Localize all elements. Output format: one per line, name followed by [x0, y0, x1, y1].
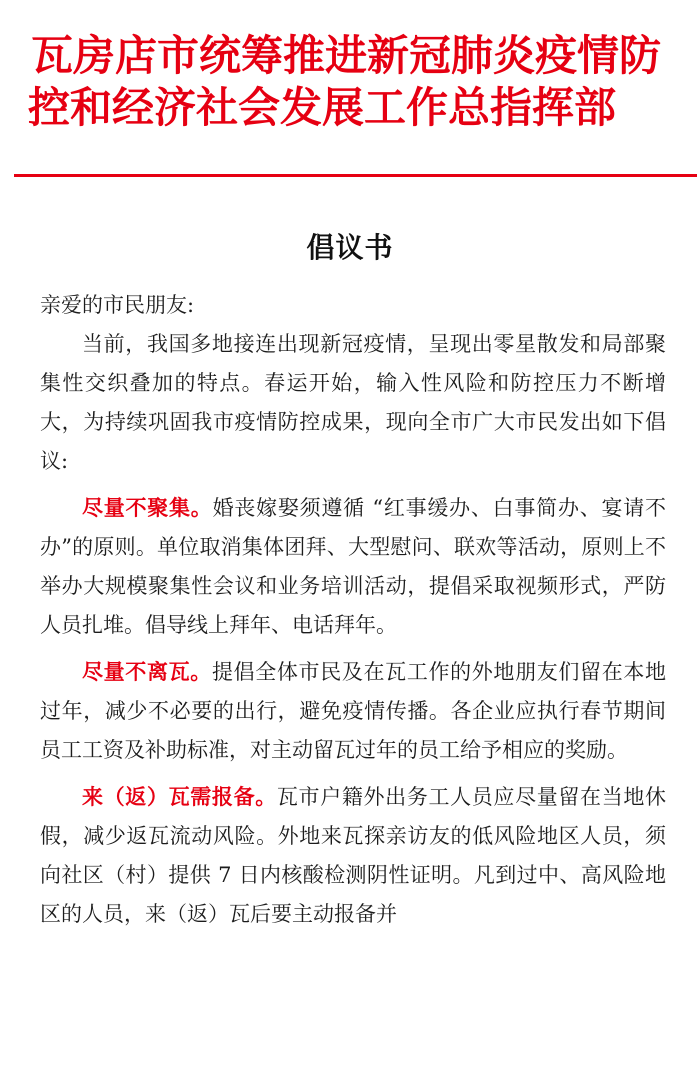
- document-body: [40, 286, 666, 934]
- salutation: 亲爱的市民朋友:: [40, 293, 195, 317]
- item-text: 瓦市户籍外出务工人员应尽量留在当地休假，减少返瓦流动风险。外地来瓦探亲访友的低风险地区人员，须向社区（村）提供 7 日内核酸检测阴性证明。凡到过中、高风险地区的人员，来（返）瓦后要主动报备并: [40, 785, 667, 926]
- item-paragraph-2: [40, 653, 666, 770]
- document-title: 倡议书: [306, 231, 394, 264]
- item-paragraph-3: [40, 778, 666, 934]
- intro-paragraph: 当前，我国多地接连出现新冠疫情，呈现出零星散发和局部聚集性交织叠加的特点。春运开始，输入性风险和防控压力不断增大，为持续巩固我市疫情防控成果，现向全市广大市民发出如下倡议:: [40, 332, 666, 473]
- item-paragraph-1: [40, 489, 666, 645]
- item-keyword: 尽量不离瓦。: [82, 660, 212, 684]
- item-text: 婚丧嫁娶须遵循 “红事缓办、白事简办、宴请不办”的原则。单位取消集体团拜、大型慰问、联欢等活动，原则上不举办大规模聚集性会议和业务培训活动，提倡采取视频形式，严防人员扎堆。倡导线上拜年、电话拜年。: [40, 496, 666, 637]
- red-divider: [14, 174, 697, 177]
- item-keyword: 尽量不聚集。: [82, 496, 213, 520]
- header-line-1: 瓦房店市统筹推进新冠肺炎疫情防: [30, 31, 661, 80]
- item-text: 提倡全体市民及在瓦工作的外地朋友们留在本地过年，减少不必要的出行，避免疫情传播。各企业应执行春节期间员工工资及补助标准，对主动留瓦过年的员工给予相应的奖励。: [40, 660, 667, 762]
- issuing-authority-header: [0, 30, 700, 134]
- header-line-2: 控和经济社会发展工作总指挥部: [27, 83, 616, 132]
- item-keyword: 来（返）瓦需报备。: [82, 785, 277, 809]
